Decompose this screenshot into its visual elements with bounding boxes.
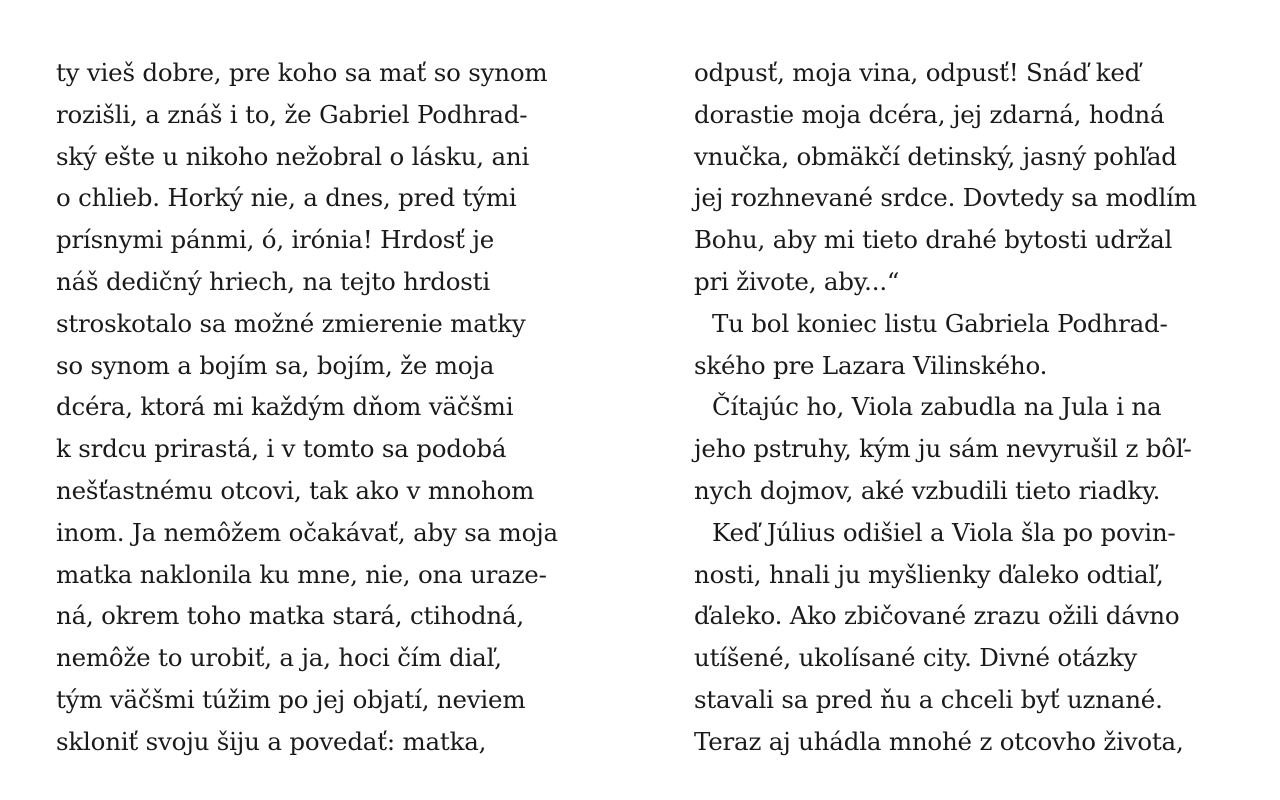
text-line: Keď Július odišiel a Viola šla po povin- (712, 517, 1176, 547)
text-line: stavali sa pred ňu a chceli byť uznané. (694, 684, 1163, 714)
text-line: rozišli, a znáš i to, že Gabriel Podhrad- (56, 99, 528, 129)
text-line: ský ešte u nikoho nežobral o lásku, ani (56, 141, 530, 171)
text-line: ského pre Lazara Vilinského. (694, 350, 1048, 380)
text-line: jeho pstruhy, kým ju sám nevyrušil z bôľ- (694, 434, 1192, 464)
text-line: matka naklonila ku mne, nie, ona uraze- (56, 559, 547, 589)
text-line: pri živote, aby...“ (694, 266, 900, 296)
text-line: Čítajúc ho, Viola zabudla na Jula i na (712, 392, 1162, 422)
right-page-column (694, 52, 1239, 763)
text-line: k srdcu prirastá, i v tomto sa podobá (56, 434, 507, 464)
text-line: dorastie moja dcéra, jej zdarná, hodná (694, 99, 1165, 129)
text-line: Teraz aj uhádla mnohé z otcovho života, (694, 726, 1184, 756)
text-line: tým väčšmi túžim po jej objatí, neviem (56, 684, 526, 714)
text-line: o chlieb. Horký nie, a dnes, pred tými (56, 183, 517, 213)
text-line: nemôže to urobiť, a ja, hoci čím diaľ, (56, 643, 502, 673)
text-line: prísnymi pánmi, ó, irónia! Hrdosť je (56, 225, 495, 255)
text-line: inom. Ja nemôžem očakávať, aby sa moja (56, 517, 558, 547)
text-line: dcéra, ktorá mi každým dňom väčšmi (56, 392, 514, 422)
text-line: náš dedičný hriech, na tejto hrdosti (56, 266, 490, 296)
text-line: stroskotalo sa možné zmierenie matky (56, 308, 526, 338)
text-line: ná, okrem toho matka stará, ctihodná, (56, 601, 524, 631)
text-line: nešťastnému otcovi, tak ako v mnohom (56, 475, 535, 505)
text-line: utíšené, ukolísané city. Divné otázky (694, 643, 1138, 673)
text-line: Tu bol koniec listu Gabriela Podhrad- (712, 308, 1168, 338)
text-line: nych dojmov, aké vzbudili tieto riadky. (694, 475, 1161, 505)
text-line: ďaleko. Ako zbičované zrazu ožili dávno (694, 601, 1180, 631)
text-line: so synom a bojím sa, bojím, že moja (56, 350, 495, 380)
text-line: Bohu, aby mi tieto drahé bytosti udržal (694, 225, 1173, 255)
text-line: ty vieš dobre, pre koho sa mať so synom (56, 58, 548, 87)
text-line: skloniť svoju šiju a povedať: matka, (56, 726, 487, 756)
text-line: vnučka, obmäkčí detinský, jasný pohľad (694, 141, 1177, 171)
text-line: nosti, hnali ju myšlienky ďaleko odtiaľ, (694, 559, 1164, 589)
text-line: odpusť, moja vina, odpusť! Snáď keď (694, 58, 1141, 87)
text-line: jej rozhnevané srdce. Dovtedy sa modlím (694, 183, 1197, 213)
left-page-column (56, 52, 596, 763)
